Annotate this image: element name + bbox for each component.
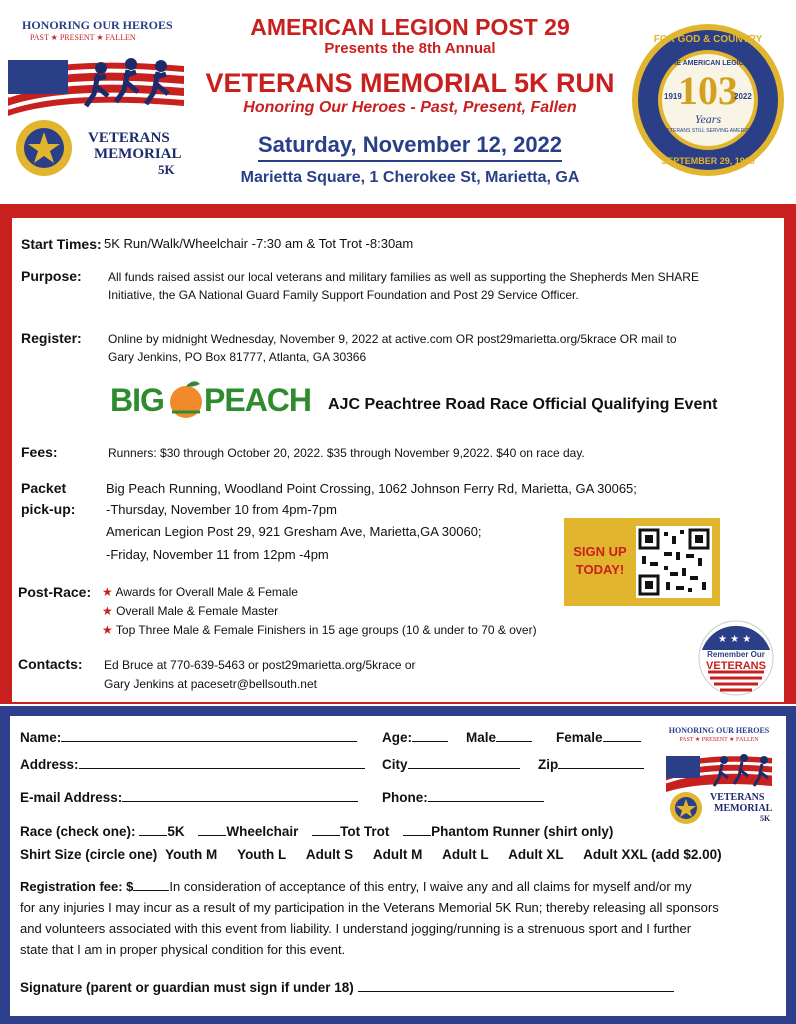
centennial-seal xyxy=(630,22,786,178)
event-date: Saturday, November 12, 2022 xyxy=(258,132,562,162)
list-item: ★ Awards for Overall Male & Female xyxy=(102,585,298,599)
shirt-option[interactable]: Adult L xyxy=(442,847,489,862)
purpose-label: Purpose: xyxy=(21,268,82,284)
race-selection: Race (check one): 5K Wheelchair Tot Trot Phantom Runner (shirt only) xyxy=(20,824,614,839)
event-tagline: Honoring Our Heroes - Past, Present, Fallen xyxy=(243,99,577,116)
seal-bottom-text: SEPTEMBER 29, 1919 xyxy=(661,156,755,166)
registration-fee-field[interactable] xyxy=(133,890,169,891)
signup-text-1: SIGN UP xyxy=(573,544,627,559)
waiver-line-4: state that I am in proper physical condition for this event. xyxy=(20,942,346,957)
post-name: AMERICAN LEGION POST 29 xyxy=(250,14,570,40)
badge-text-2: VETERANS xyxy=(706,660,766,672)
seal-slogan: VETERANS STILL SERVING AMERICA xyxy=(663,128,753,134)
age-field[interactable]: Age: xyxy=(382,730,448,745)
star-icon: ★ xyxy=(102,623,113,637)
seal-number: 103 xyxy=(678,68,738,113)
shirt-option[interactable]: Adult XL xyxy=(508,847,564,862)
fees-text: Runners: $30 through October 20, 2022. $35 through November 9,2022. $40 on race day. xyxy=(108,446,585,460)
race-option-phantom[interactable]: Phantom Runner (shirt only) xyxy=(403,824,613,839)
register-label: Register: xyxy=(21,330,82,346)
seal-year-right: 2022 xyxy=(734,92,752,101)
packet-line-2: -Thursday, November 10 from 4pm-7pm xyxy=(106,502,337,517)
purpose-line-1: All funds raised assist our local veterans and military families as well as supporting the Shepherds Men SHARE xyxy=(108,270,699,284)
register-line-1: Online by midnight Wednesday, November 9, 2022 at active.com OR post29marietta.org/5krace OR mail to xyxy=(108,332,677,346)
list-item: ★ Top Three Male & Female Finishers in 15 age groups (10 & under to 70 & over) xyxy=(102,623,537,637)
logo-top-text: HONORING OUR HEROES xyxy=(22,18,173,32)
name-field[interactable]: Name: xyxy=(20,730,357,745)
big-peach-text-b: PEACH xyxy=(204,382,312,418)
flag-runners-icon xyxy=(664,746,774,826)
fees-label: Fees: xyxy=(21,444,58,460)
big-peach-logo xyxy=(110,378,322,422)
contacts-label: Contacts: xyxy=(18,656,83,672)
qr-code-icon[interactable] xyxy=(636,526,712,598)
registration-form xyxy=(10,716,786,1016)
shirt-option[interactable]: Adult S xyxy=(305,847,354,862)
form-logo xyxy=(664,726,774,826)
info-section xyxy=(12,218,784,702)
packet-label-2: pick-up: xyxy=(21,501,76,517)
race-option-5k[interactable]: 5K xyxy=(139,824,184,839)
event-location: Marietta Square, 1 Cherokee St, Marietta, GA xyxy=(240,169,580,186)
purpose-line-2: Initiative, the GA National Guard Family Support Foundation and Post 29 Service Officer. xyxy=(108,288,579,302)
logo-name-1: VETERANS xyxy=(88,130,170,146)
signup-text-2: TODAY! xyxy=(575,562,625,577)
form-logo-name-1: VETERANS xyxy=(710,792,765,803)
header-logo xyxy=(6,10,186,190)
form-logo-sub: PAST ★ PRESENT ★ FALLEN xyxy=(679,737,759,743)
remember-veterans-badge xyxy=(698,620,774,696)
seal-years-text: Years xyxy=(694,112,722,126)
legion-emblem-icon xyxy=(14,118,74,178)
post-race-label: Post-Race: xyxy=(18,584,92,600)
female-field[interactable]: Female xyxy=(556,730,641,745)
star-icon: ★ xyxy=(102,585,113,599)
contacts-line-1: Ed Bruce at 770-639-5463 or post29marietta.org/5krace or xyxy=(104,658,416,672)
form-logo-name-2: MEMORIAL xyxy=(714,803,773,814)
post-race-list xyxy=(102,583,537,640)
packet-line-1: Big Peach Running, Woodland Point Crossing, 1062 Johnson Ferry Rd, Marietta, GA 30065; xyxy=(106,481,637,496)
big-peach-text-a: BIG xyxy=(110,382,164,418)
seal-year-left: 1919 xyxy=(664,92,682,101)
race-option-wheelchair[interactable]: Wheelchair xyxy=(198,824,298,839)
star-icon: ★ xyxy=(102,604,113,618)
register-line-2: Gary Jenkins, PO Box 81777, Atlanta, GA 30366 xyxy=(108,350,367,364)
peach-icon xyxy=(166,378,206,422)
start-times-text: 5K Run/Walk/Wheelchair -7:30 am & Tot Trot -8:30am xyxy=(104,236,414,251)
presents-text: Presents the 8th Annual xyxy=(324,40,496,57)
packet-line-4: -Friday, November 11 from 12pm -4pm xyxy=(106,547,329,562)
seal-top-text: FOR GOD & COUNTRY xyxy=(653,34,763,45)
header-titles xyxy=(180,14,640,188)
waiver-line-1: In consideration of acceptance of this entry, I waive any and all claims for myself and/or my xyxy=(169,879,692,894)
packet-line-3: American Legion Post 29, 921 Gresham Ave, Marietta,GA 30060; xyxy=(106,524,482,539)
registration-fee-label: Registration fee: $ xyxy=(20,879,134,894)
qualifying-event-text: AJC Peachtree Road Race Official Qualifying Event xyxy=(328,396,718,413)
svg-text:★ ★ ★: ★ ★ ★ xyxy=(718,634,752,645)
shirt-option[interactable]: Adult XXL (add $2.00) xyxy=(583,847,722,862)
male-field[interactable]: Male xyxy=(466,730,532,745)
shirt-size-selection: Shirt Size (circle one) Youth M Youth L Adult S Adult M Adult L Adult XL Adult XXL (add $2.00) xyxy=(20,847,722,862)
address-field[interactable]: Address: xyxy=(20,757,365,772)
logo-sub-text: PAST ★ PRESENT ★ FALLEN xyxy=(30,33,136,42)
waiver-text xyxy=(20,876,780,960)
packet-label-1: Packet xyxy=(21,480,67,496)
race-option-tot-trot[interactable]: Tot Trot xyxy=(312,824,389,839)
zip-field[interactable]: Zip xyxy=(538,757,644,772)
form-logo-top: HONORING OUR HEROES xyxy=(668,726,770,735)
form-logo-name-3: 5K xyxy=(760,814,771,823)
list-item: ★ Overall Male & Female Master xyxy=(102,604,279,618)
shirt-option[interactable]: Youth L xyxy=(237,847,287,862)
city-field[interactable]: City xyxy=(382,757,520,772)
badge-text-1: Remember Our xyxy=(707,650,765,659)
logo-name-3: 5K xyxy=(158,162,175,177)
event-title: VETERANS MEMORIAL 5K RUN xyxy=(205,68,615,98)
seal-org-text: THE AMERICAN LEGION xyxy=(666,60,750,67)
start-times-label: Start Times: xyxy=(21,236,102,252)
contacts-line-2: Gary Jenkins at pacesetr@bellsouth.net xyxy=(104,677,317,691)
signup-box[interactable] xyxy=(564,518,720,606)
logo-name-2: MEMORIAL xyxy=(94,146,182,162)
phone-field[interactable]: Phone: xyxy=(382,790,544,805)
email-field[interactable]: E-mail Address: xyxy=(20,790,358,805)
shirt-option[interactable]: Adult M xyxy=(372,847,423,862)
shirt-option[interactable]: Youth M xyxy=(165,847,218,862)
signature-field[interactable]: Signature (parent or guardian must sign if under 18) xyxy=(20,980,674,995)
waiver-line-3: and volunteers associated with this event from liability. I understand jogging/running is a strenuous sport and I further xyxy=(20,921,692,936)
waiver-line-2: for any injuries I may incur as a result of my participation in the Veterans Memorial 5K Run; thereby releasing all sponsors xyxy=(20,900,719,915)
